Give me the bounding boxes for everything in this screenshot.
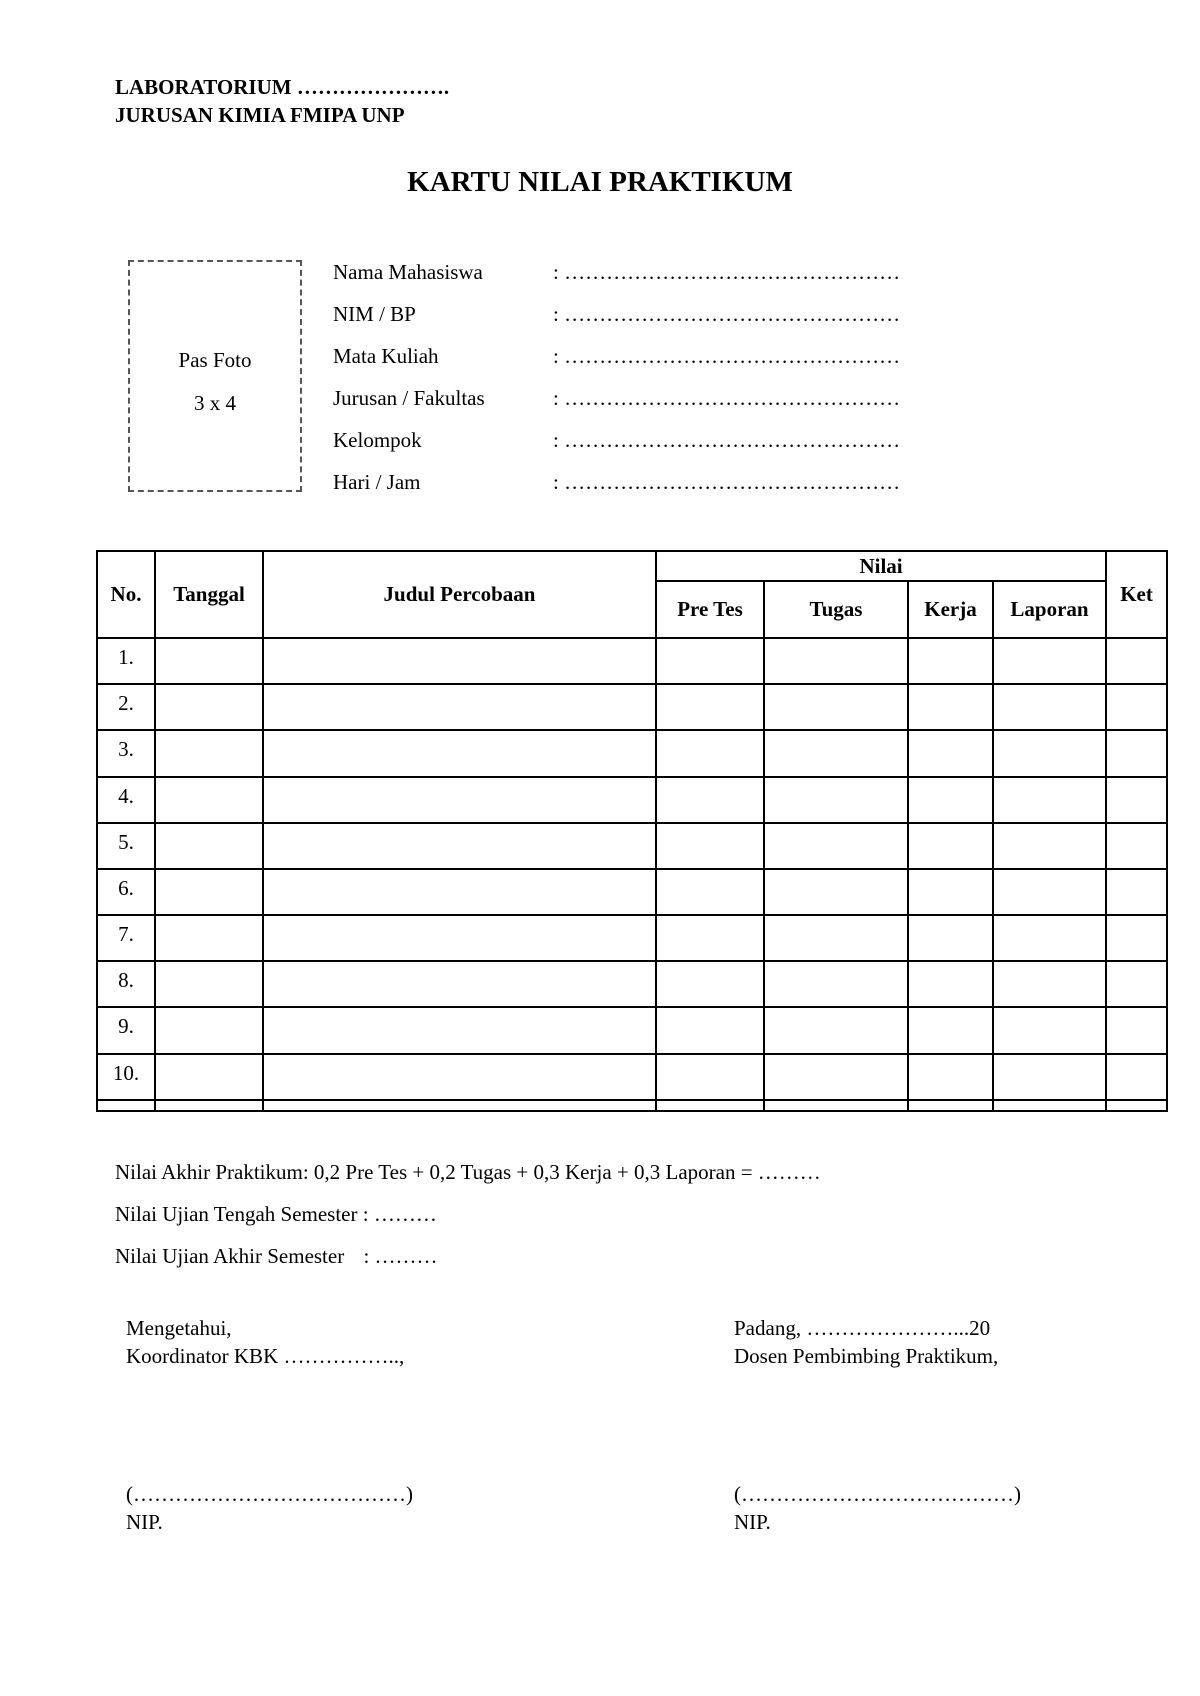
info-label: Hari / Jam — [333, 470, 421, 494]
row-judul[interactable] — [263, 823, 656, 869]
row-kerja[interactable] — [908, 684, 993, 730]
row-pre-tes[interactable] — [656, 915, 764, 961]
header-ket: Ket — [1106, 551, 1167, 638]
info-value: : ………………………………………… — [553, 428, 901, 452]
info-label: Mata Kuliah — [333, 344, 439, 368]
row-judul[interactable] — [263, 869, 656, 915]
row-judul[interactable] — [263, 730, 656, 776]
row-no: 9. — [97, 1007, 155, 1053]
row-pre-tes[interactable] — [656, 1054, 764, 1100]
row-tanggal[interactable] — [155, 684, 263, 730]
table-row — [97, 730, 1167, 776]
row-tugas[interactable] — [764, 823, 908, 869]
row-judul[interactable] — [263, 961, 656, 1007]
row-judul[interactable] — [263, 638, 656, 684]
row-pre-tes[interactable] — [656, 684, 764, 730]
row-pre-tes[interactable] — [656, 638, 764, 684]
row-kerja[interactable] — [908, 1007, 993, 1053]
row-laporan[interactable] — [993, 1054, 1106, 1100]
signature-left-name — [126, 1480, 413, 1536]
header-nilai: Nilai — [656, 551, 1106, 581]
table-row — [97, 777, 1167, 823]
row-laporan[interactable] — [993, 915, 1106, 961]
final-score-formula: Nilai Akhir Praktikum: 0,2 Pre Tes + 0,2 Tugas + 0,3 Kerja + 0,3 Laporan = ……… — [115, 1160, 821, 1184]
row-kerja[interactable] — [908, 1100, 993, 1111]
header-tanggal: Tanggal — [155, 551, 263, 638]
row-laporan[interactable] — [993, 961, 1106, 1007]
row-ket[interactable] — [1106, 1007, 1167, 1053]
table-row — [97, 684, 1167, 730]
header-judul-percobaan: Judul Percobaan — [263, 551, 656, 638]
row-no: 4. — [97, 777, 155, 823]
row-tanggal[interactable] — [155, 638, 263, 684]
row-tanggal[interactable] — [155, 823, 263, 869]
signature-right-name — [734, 1480, 1021, 1536]
row-ket[interactable] — [1106, 730, 1167, 776]
row-ket[interactable] — [1106, 823, 1167, 869]
row-ket[interactable] — [1106, 1100, 1167, 1111]
signature-left-nip: NIP. — [126, 1510, 163, 1534]
table-row — [97, 869, 1167, 915]
row-judul[interactable] — [263, 1100, 656, 1111]
header-kerja: Kerja — [908, 581, 993, 638]
header-pre-tes: Pre Tes — [656, 581, 764, 638]
info-value: : ………………………………………… — [553, 386, 901, 410]
signature-right-line2: Dosen Pembimbing Praktikum, — [734, 1344, 999, 1368]
row-pre-tes[interactable] — [656, 1100, 764, 1111]
photo-size: 3 x 4 — [194, 391, 236, 415]
info-label: Kelompok — [333, 428, 422, 452]
table-row — [97, 961, 1167, 1007]
header-no: No. — [97, 551, 155, 638]
row-pre-tes[interactable] — [656, 1007, 764, 1053]
table-row — [97, 915, 1167, 961]
row-kerja[interactable] — [908, 777, 993, 823]
row-laporan[interactable] — [993, 1100, 1106, 1111]
row-laporan[interactable] — [993, 869, 1106, 915]
row-kerja[interactable] — [908, 1054, 993, 1100]
final-exam-value: : ……… — [363, 1244, 438, 1268]
row-pre-tes[interactable] — [656, 961, 764, 1007]
final-exam-score — [115, 1244, 438, 1269]
photo-label: Pas Foto — [178, 348, 252, 372]
row-tanggal[interactable] — [155, 1100, 263, 1111]
row-tugas[interactable] — [764, 730, 908, 776]
signature-left-line2: Koordinator KBK …………….., — [126, 1344, 405, 1368]
info-value: : ………………………………………… — [553, 302, 901, 326]
header-tugas: Tugas — [764, 581, 908, 638]
row-judul[interactable] — [263, 915, 656, 961]
row-kerja[interactable] — [908, 730, 993, 776]
lab-header — [115, 73, 449, 129]
info-label: NIM / BP — [333, 302, 416, 326]
row-judul[interactable] — [263, 684, 656, 730]
row-pre-tes[interactable] — [656, 823, 764, 869]
row-tugas[interactable] — [764, 1100, 908, 1111]
header-laporan: Laporan — [993, 581, 1106, 638]
lab-name: LABORATORIUM …………………. — [115, 75, 450, 99]
row-no: 2. — [97, 684, 155, 730]
row-no: 8. — [97, 961, 155, 1007]
row-judul[interactable] — [263, 777, 656, 823]
row-no: 10. — [97, 1054, 155, 1100]
grades-table — [96, 550, 1168, 1112]
row-no: 5. — [97, 823, 155, 869]
row-tugas[interactable] — [764, 1007, 908, 1053]
row-judul[interactable] — [263, 1007, 656, 1053]
row-pre-tes[interactable] — [656, 730, 764, 776]
row-kerja[interactable] — [908, 823, 993, 869]
row-laporan[interactable] — [993, 684, 1106, 730]
grade-rows — [97, 638, 1167, 1111]
info-label: Jurusan / Fakultas — [333, 386, 485, 410]
page-title: KARTU NILAI PRAKTIKUM — [407, 166, 793, 198]
row-ket[interactable] — [1106, 684, 1167, 730]
info-value: : ………………………………………… — [553, 344, 901, 368]
photo-box — [128, 260, 302, 492]
row-laporan[interactable] — [993, 730, 1106, 776]
row-ket[interactable] — [1106, 777, 1167, 823]
row-tugas[interactable] — [764, 961, 908, 1007]
signature-left-name-line: (…………………………………) — [126, 1482, 413, 1506]
row-no: 7. — [97, 915, 155, 961]
row-pre-tes[interactable] — [656, 869, 764, 915]
table-row — [97, 823, 1167, 869]
row-tugas[interactable] — [764, 915, 908, 961]
row-tanggal[interactable] — [155, 1007, 263, 1053]
final-exam-label: Nilai Ujian Akhir Semester — [115, 1244, 345, 1268]
row-tugas[interactable] — [764, 638, 908, 684]
row-tanggal[interactable] — [155, 777, 263, 823]
row-pre-tes[interactable] — [656, 777, 764, 823]
row-tanggal[interactable] — [155, 869, 263, 915]
signature-right-name-line: (…………………………………) — [734, 1482, 1021, 1506]
signature-left-title — [126, 1314, 404, 1370]
row-tanggal[interactable] — [155, 730, 263, 776]
signature-right-title — [734, 1314, 998, 1370]
row-kerja[interactable] — [908, 638, 993, 684]
table-row — [97, 1054, 1167, 1100]
row-judul[interactable] — [263, 1054, 656, 1100]
table-row — [97, 1100, 1167, 1111]
info-label: Nama Mahasiswa — [333, 260, 483, 284]
info-value: : ………………………………………… — [553, 260, 901, 284]
signature-left-line1: Mengetahui, — [126, 1316, 232, 1340]
department-name: JURUSAN KIMIA FMIPA UNP — [115, 103, 405, 127]
row-ket[interactable] — [1106, 638, 1167, 684]
row-tugas[interactable] — [764, 684, 908, 730]
row-no — [97, 1100, 155, 1111]
row-tugas[interactable] — [764, 777, 908, 823]
row-no: 6. — [97, 869, 155, 915]
row-tugas[interactable] — [764, 869, 908, 915]
row-tanggal[interactable] — [155, 961, 263, 1007]
row-ket[interactable] — [1106, 869, 1167, 915]
table-row — [97, 638, 1167, 684]
row-no: 1. — [97, 638, 155, 684]
row-tugas[interactable] — [764, 1054, 908, 1100]
midterm-score — [115, 1202, 437, 1227]
signature-right-line1: Padang, …………………...20 — [734, 1316, 991, 1340]
table-row — [97, 1007, 1167, 1053]
row-tanggal[interactable] — [155, 1054, 263, 1100]
midterm-label: Nilai Ujian Tengah Semester — [115, 1202, 358, 1226]
info-value: : ………………………………………… — [553, 470, 901, 494]
row-kerja[interactable] — [908, 869, 993, 915]
row-laporan[interactable] — [993, 823, 1106, 869]
signature-right-nip: NIP. — [734, 1510, 771, 1534]
row-ket[interactable] — [1106, 961, 1167, 1007]
row-no: 3. — [97, 730, 155, 776]
row-tanggal[interactable] — [155, 915, 263, 961]
row-ket[interactable] — [1106, 1054, 1167, 1100]
row-kerja[interactable] — [908, 961, 993, 1007]
midterm-value: : ……… — [362, 1202, 437, 1226]
row-ket[interactable] — [1106, 915, 1167, 961]
row-laporan[interactable] — [993, 777, 1106, 823]
row-kerja[interactable] — [908, 915, 993, 961]
row-laporan[interactable] — [993, 638, 1106, 684]
row-laporan[interactable] — [993, 1007, 1106, 1053]
